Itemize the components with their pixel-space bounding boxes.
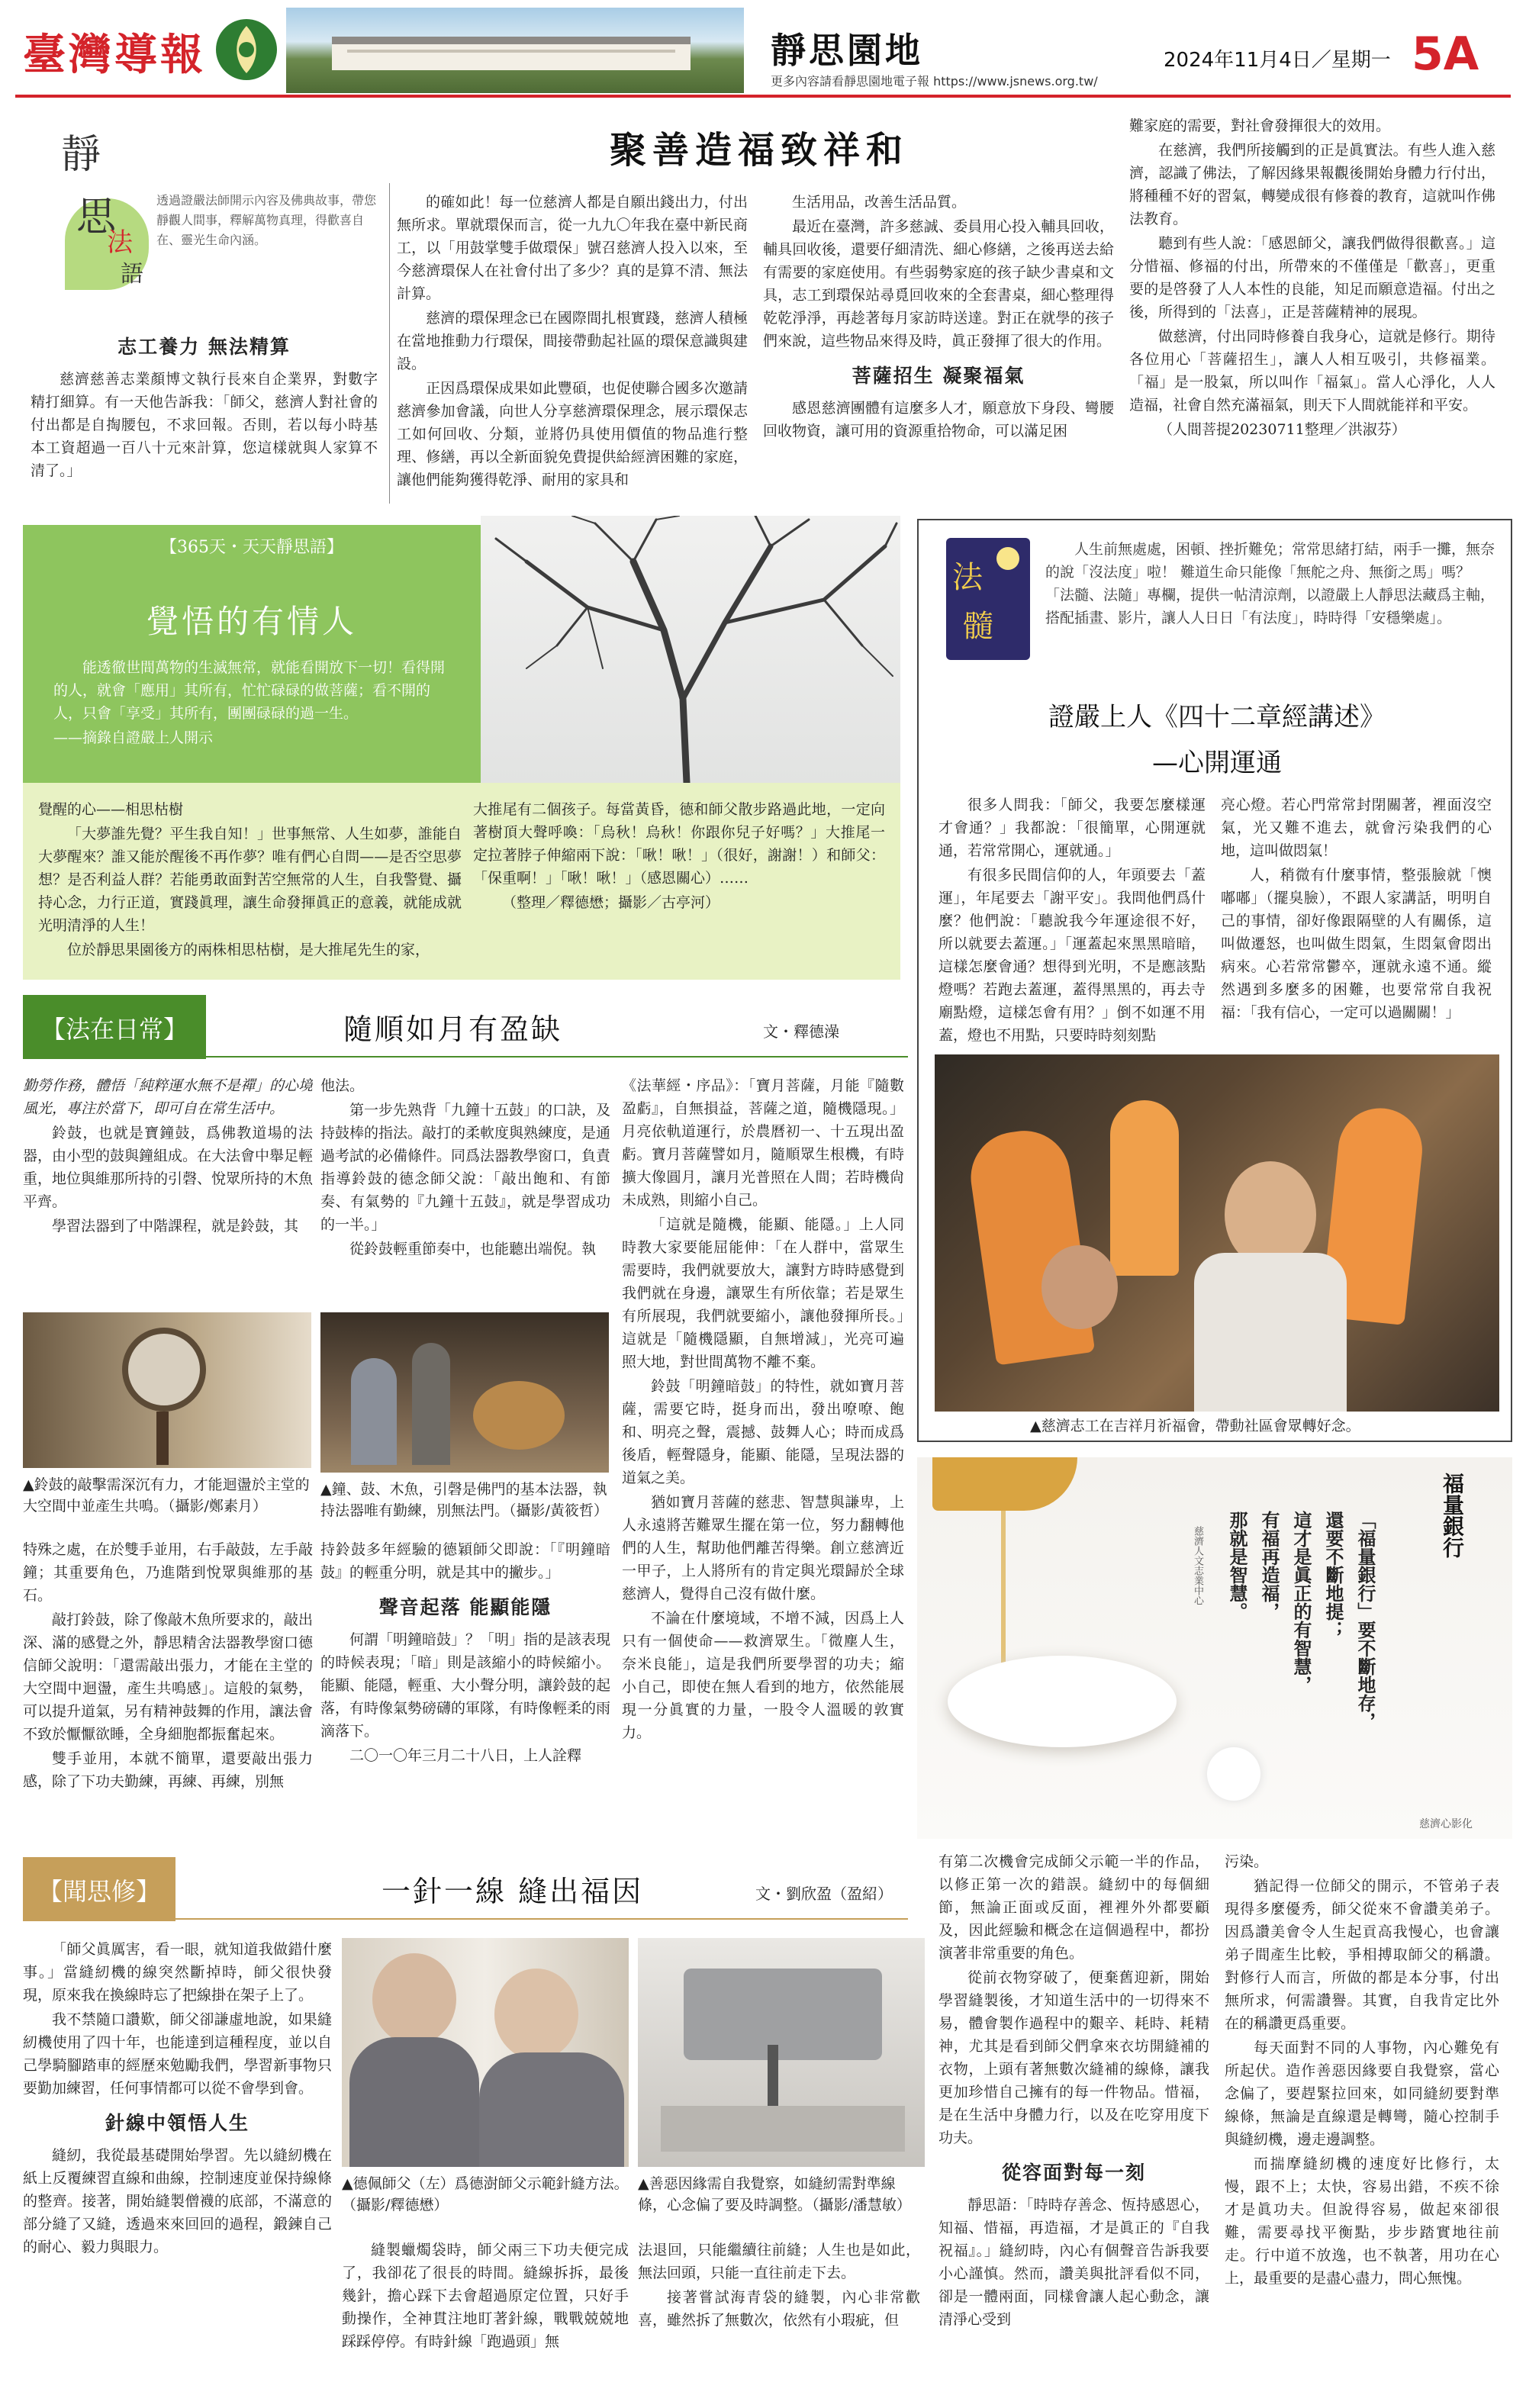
- paragraph: 縫紉，我從最基礎開始學習。先以縫紉機在紙上反覆練習直線和曲線，控制速度並保持線條的整齊。接著，開始縫製僧襪的底部，不滿意的部分縫了又縫，透過來來回回的過程，鍛鍊自己的耐心、毅力與眼力。: [23, 2147, 332, 2255]
- paragraph: 他法。: [320, 1077, 365, 1094]
- logo-char-si: 思: [76, 195, 117, 240]
- paragraph: 不論在什麼境域，不增不減，因爲上人只有一個使命——救濟眾生。「微塵人生，奈米良能」，這是我們所要學習的功夫；縮小自己，即使在無人看到的地方，依然能展現一分眞實的力量，一股令人溫暖的敦實力。: [622, 1610, 904, 1741]
- lead-paragraph: 勤勞作務，體悟「純粹運水無不是禪」的心境風光，專注於當下，即可自在常生活中。: [23, 1077, 313, 1117]
- logo-char-yu: 語: [121, 261, 143, 288]
- fazai-underline: [206, 1056, 908, 1058]
- fasui-logo: [946, 538, 1030, 660]
- wensi-col-1: [23, 1938, 332, 2396]
- paragraph: 亮心燈。若心門常常封閉關著，裡面沒空氣，光又難不進去，就會污染我們的心地，這叫做悶氣！: [1221, 797, 1492, 859]
- dharma-col-1: [938, 794, 1206, 1045]
- paragraph: 從前衣物穿破了，便棄舊迎新，開始學習縫製後，才知道生活中的一切得來不易，體會製作過程中的艱辛、耗時、耗精神，尤其是看到師父們拿來衣坊開縫補的衣物，上頭有著無數次縫補的線條，讓我更加珍惜自己擁有的每一件物品。惜福，是在生活中身體力行，以及在吃穿用度下功夫。: [938, 1969, 1209, 2146]
- paragraph: 持鈴鼓多年經驗的德穎師父即說：「『明鐘暗鼓』的輕重分明，就是其中的撇步。」: [320, 1541, 610, 1581]
- fazai-header: [23, 992, 908, 1062]
- moon-icon: [996, 547, 1019, 570]
- jingsi-col-1: [31, 328, 378, 511]
- daily-title: 覺悟的有情人: [146, 603, 357, 640]
- wensi-col-2: [342, 2239, 629, 2399]
- paragraph: 特殊之處，在於雙手並用，右手敲鼓，左手敲鐘；其重要角色，乃進階到悅眾與維那的基石。: [23, 1541, 313, 1604]
- paragraph: 何謂「明鐘暗鼓」？「明」指的是該表現的時候表現；「暗」則是該縮小的時候縮小。能顯、能隱，輕重、大小聲分明，讓鈴鼓的起落，有時像氣勢磅礴的軍隊，有時像輕柔的雨滴落下。: [320, 1631, 610, 1740]
- paragraph: 而揣摩縫紉機的速度好比修行，太慢，跟不上；太快，容易出錯，不疾不徐才是眞功夫。但說得容易，做起來卻很難，需要尋找平衡點，步步踏實地往前走。行中道不放逸，也不執著，用功在心上，最重要的是盡心盡力，問心無愧。: [1225, 2155, 1499, 2287]
- paragraph: 大推尾有二個孩子。每當黃昏，德和師父散步路過此地，一定向著樹頂大聲呼喚：「烏秋！烏秋！你跟你兒子好嗎？」大推尾一定拉著脖子伸縮兩下說：「啾！啾！」（很好，謝謝！）和師父：「保重啊！」「啾！啾！」（感恩關心）……: [473, 801, 885, 887]
- paragraph: 正因爲環保成果如此豐碩，也促使聯合國多次邀請慈濟參加會議，向世人分享慈濟環保理念，展示環保志工如何回收、分類，並將仍具使用價值的物品進行整理、修繕，再以全新面貌免費提供給經濟困難的家庭，讓他們能夠獲得乾淨、耐用的家具和: [397, 380, 748, 488]
- wensi-tag-label: 【聞思修】: [37, 1877, 160, 1906]
- fazai-col-3: [622, 1074, 904, 1839]
- sewing-machine-caption: ▲善惡因緣需自我覺察，如縫紉需對準線條，心念偏了要及時調整。（攝影/潘慧敏）: [638, 2175, 911, 2213]
- fuliang-background: [917, 1457, 1512, 1839]
- bell-drum-caption: ▲鈴鼓的敲擊需深沉有力，才能迴盪於主堂的大空間中並產生共鳴。（攝影/鄭素月）: [23, 1476, 310, 1515]
- paragraph: 有第二次機會完成師父示範一半的作品，以修正第一次的錯誤。縫紉中的每個細節，無論正面或反面，裡裡外外都要顧及，因此經驗和概念在這個過程中，都扮演著非常重要的角色。: [938, 1853, 1209, 1962]
- instruments-photo: [320, 1312, 609, 1473]
- fazai-col-2: [320, 1074, 610, 1303]
- jingsi-logo: [31, 114, 153, 298]
- wensi-col-5: [1225, 1850, 1499, 2400]
- fuliang-poem: [1221, 1511, 1381, 1763]
- story-heading: 覺醒的心——相思枯樹: [38, 801, 184, 818]
- more-info: 更多內容請看靜思園地電子報 https://www.jsnews.org.tw/: [771, 74, 1098, 89]
- logo-char-sui: 髓: [963, 609, 993, 644]
- paragraph: 在慈濟，我們所接觸到的正是眞實法。有些人進入慈濟，認識了佛法，了解因緣果報觀後開始身體力行付出，將種種不好的習氣，轉變成很有修養的教育，這就叫作佛法教育。: [1129, 142, 1495, 227]
- poem-line: 「福量銀行」要不斷地存，: [1354, 1511, 1376, 1730]
- poem-line: 那就是智慧。: [1226, 1511, 1248, 1621]
- paragraph: 有很多民間信仰的人，年頭要去「蓋運」，年尾要去「謝平安」。我問他們爲什麼？他們說：「聽說我今年運途很不好，所以就要去蓋運。」「運蓋起來黑黑暗暗，這樣怎麼會通？想得到光明，不是應該點燈嗎？若跑去蓋運，蓋得黑黑的，再去寺廟點燈，這樣怎會有用？」倒不如運不用蓋，燈也不用點，只要時時刻刻點: [938, 867, 1206, 1044]
- page-number: 5A: [1412, 27, 1479, 81]
- subhead-volunteer: 志工養力 無法精算: [118, 336, 291, 358]
- paragraph: 接著嘗試海青袋的縫製，內心非常歡喜，雖然拆了無數次，依然有小瑕疵，但: [638, 2289, 920, 2329]
- paragraph: 慈濟慈善志業顏博文執行長來自企業界，對數字精打細算。有一天他告訴我：「師父，慈濟人對社會的付出都是自掏腰包，不求回報。否則，若以每小時基本工資超過一百八十元來計算，您這樣就與人家算不清了。」: [31, 371, 378, 479]
- paragraph: 感恩慈濟團體有這麼多人才，願意放下身段、彎腰回收物資，讓可用的資源重拾物命，可以滿足困: [763, 400, 1114, 439]
- paragraph: 每天面對不同的人事物，內心難免有所起伏。造作善惡因緣要自我覺察，當心念偏了，要趕緊拉回來，如同縫紉要對準線條，無論是直線還是轉彎，隨心控制手與縫紉機，邊走邊調整。: [1225, 2039, 1499, 2148]
- fazai-title: 隨順如月有盈缺: [343, 1012, 563, 1046]
- wensi-col-3: [638, 2239, 920, 2399]
- jingsi-headline: 聚善造福致祥和: [609, 129, 909, 172]
- dharma-col-2: [1221, 794, 1492, 1045]
- column-rule: [389, 183, 390, 504]
- wensi-header: [23, 1854, 908, 1924]
- instruments-caption: ▲鐘、鼓、木魚，引磬是佛門的基本法器，執持法器唯有勤練，別無法門。（攝影/黃筱哲）: [320, 1481, 608, 1519]
- paragraph: 慈濟的環保理念已在國際間扎根實踐，慈濟人積極在當地推動力行環保，間接帶動起社區的環保意識與建設。: [397, 310, 748, 372]
- subhead-recruit: 菩薩招生 凝聚福氣: [852, 365, 1025, 387]
- paragraph: 生活用品，改善生活品質。: [792, 194, 967, 211]
- daily-banner: 【365天・天天靜思語】: [160, 538, 343, 557]
- blessing-photo-caption: ▲慈濟志工在吉祥月祈福會，帶動社區會眾轉好念。: [1030, 1418, 1360, 1434]
- credit: （整理／釋德懋；攝影／古亭河）: [502, 894, 720, 911]
- logo-char-fa: 法: [107, 227, 133, 258]
- paragraph: 二〇一〇年三月二十八日，上人詮釋: [349, 1747, 582, 1764]
- sewing-machine-photo: [638, 1938, 925, 2167]
- paragraph: 最近在臺灣，許多慈誠、委員用心投入輔具回收，輔具回收後，還要仔細清洗、細心修繕，之後再送去給有需要的家庭使用。有些弱勢家庭的孩子缺少書桌和文具，志工到環保站尋覓回收來的全套書桌，細心整理得乾乾淨淨，再趁著每月家訪時送達。對正在就學的孩子們來說，這些物品來得及時，眞正發揮了很大的作用。: [763, 218, 1114, 349]
- paragraph: 「師父眞厲害，看一眼，就知道我做錯什麼事。」當縫紉機的線突然斷掉時，師父很快發現，原來我在換線時忘了把線掛在架子上了。: [23, 1941, 332, 2004]
- paragraph: 「大夢誰先覺？平生我自知！」世事無常、人生如夢，誰能自大夢醒來？誰又能於醒後不再作夢？唯有們心自問——是否空思夢想？是否利益人群？若能勇敢面對苦空無常的人生，自我警覺、攝持心念，力行正道，實踐眞理，讓生命發揮眞正的意義，就能成就光明清淨的人生！: [38, 826, 462, 934]
- jingsi-col-4: [1129, 114, 1495, 511]
- sewing-nuns-photo: [342, 1938, 629, 2167]
- paragraph: 做慈濟，付出同時修養自我身心，這就是修行。期待各位用心「菩薩招生」，讓人人相互吸引，共修福業。「福」是一股氣，所以叫作「福氣」。當人心淨化，人人造福，社會自然充滿福氣，則天下人間就能祥和平安。: [1129, 328, 1495, 414]
- paragraph: 第一步先熟背「九鐘十五鼓」的口訣，及持鼓棒的指法。敲打的柔軟度與熟練度，是通過考試的必備條件。同爲法器教學窗口，負責指導鈴鼓的德念師父說：「敲出飽和、有節奏、有氣勢的『九鐘十五鼓』，就是學習成功的一半。」: [320, 1102, 610, 1233]
- paragraph: 從鈴鼓輕重節奏中，也能聽出端倪。執: [349, 1241, 597, 1257]
- fazai-tag-label: 【法在日常】: [40, 1015, 188, 1044]
- daily-quote: 能透徹世間萬物的生滅無常，就能看開放下一切！看得開的人，就會「應用」其所有，忙忙碌碌的做菩薩；看不開的人，只會「享受」其所有，團團碌碌的過一生。: [53, 659, 446, 722]
- paragraph: 的確如此！每一位慈濟人都是自願出錢出力，付出無所求。單就環保而言，從一九九〇年我在臺中新民商工，以「用鼓掌雙手做環保」號召慈濟人投入以來，至今慈濟環保人在社會付出了多少？真的是算不清、無法計算。: [397, 194, 748, 302]
- dharma-verse: 人生前無處處，困頓、挫折難免；常常思緒打結，兩手一攤，無奈的說「沒法度」啦！ 難道生命只能像「無舵之舟、無銜之馬」嗎？「法髓、法隨」專欄，提供一帖清涼劑，以證嚴上人靜思法藏爲主軸，搭配插畫、影片，讓人人日日「有法度」，時時得「安穩樂處」。: [1045, 541, 1495, 626]
- masthead-rule: [15, 95, 1511, 98]
- subhead-sound: 聲音起落 能顯能隱: [378, 1596, 552, 1618]
- dharma-title-2: —心開運通: [1152, 748, 1282, 778]
- fazai-col-1: [23, 1074, 313, 1303]
- logo-char-fa: 法: [952, 560, 983, 595]
- poem-line: 有福再造福，: [1258, 1511, 1280, 1621]
- fuliang-source: 慈濟人文志業中心: [1192, 1526, 1203, 1605]
- subhead-sewing: 針線中領悟人生: [105, 2112, 250, 2134]
- teapot-spout: [932, 1457, 1077, 1511]
- fuliang-title: 福量銀行: [1440, 1473, 1465, 1558]
- paragraph: 縫製蠟燭袋時，師父兩三下功夫便完成了，我卻花了很長的時間。縫線拆拆，最後幾針，擔心踩下去會超過原定位置，只好手動操作，全神貫注地盯著針線，戰戰兢兢地踩踩停停。有時針線「跑過頭」無: [342, 2242, 629, 2350]
- paragraph: 聽到有些人說：「感恩師父，讓我們做得很歡喜。」這分惜福、修福的付出，所帶來的不僅僅是「歡喜」，更重要的是啓發了人人本性的良能，知足而願意造福。付出之後，所得到的「法喜」，正是菩薩精神的展現。: [1129, 235, 1495, 320]
- paper-name: 臺灣導報: [23, 30, 206, 80]
- paragraph: 污染。: [1225, 1853, 1269, 1870]
- tzu-chi-logo: [214, 17, 279, 82]
- daily-story-col-1: [38, 798, 462, 974]
- fazai-col-1b: [23, 1538, 313, 1843]
- paragraph: 猶記得一位師父的開示，不管弟子表現得多麼優秀，師父從來不會讚美弟子。因爲讚美會令人生起貢高我慢心，也會讓弟子間產生比較，爭相搏取師父的稱讚。對修行人而言，所做的都是本分事，付出無所求，何需讚譽。其實，自我肯定比外在的稱讚更爲重要。: [1225, 1878, 1499, 2032]
- paragraph: 鈴鼓「明鐘暗鼓」的特性，就如寶月菩薩，需要它時，挺身而出，發出嘹嘹、飽和、明亮之聲，震撼、鼓舞人心；時而成爲後盾，輕聲隱身，能顯、能隱，呈現法器的道氣之美。: [622, 1378, 904, 1486]
- jingsi-col-2: [397, 191, 748, 511]
- poem-line: 這才是眞正的有智慧，: [1290, 1511, 1312, 1694]
- paragraph: 猶如寶月菩薩的慈悲、智慧與謙卑，上人永遠將苦難眾生擺在第一位，努力翻轉他們的人生，幫助他們離苦得樂。創立慈濟近一甲子，上人將所有的肯定與光環歸於全球慈濟人，覺得自己沒有做什麼。: [622, 1494, 904, 1602]
- paragraph: 「這就是隨機，能顯、能隱。」上人同時教大家要能屈能伸：「在人群中，當眾生需要時，我們就要放大，讓對方時時感覺到我們就在身邊，讓眾生有所依靠；若是眾生有所展現，我們就要縮小，讓他發揮所長。」這就是「隨機隱顯，自無增減」，光亮可遍照大地，對世間萬物不離不棄。: [622, 1216, 904, 1370]
- logo-char-jing: 靜: [61, 132, 101, 178]
- jingsi-col-3: [763, 191, 1114, 511]
- paragraph: 人，稍微有什麼事情，整張臉就「懊嘟嘟」（擺臭臉），不跟人家講話，明明自己的事情，卻好像跟隔壁的人有關係，這叫做遷怒，也叫做生悶氣，生悶氣會悶出病來。心若常常鬱卒，運就永遠不通。縱然遇到多麼多的困難，也要常常自我祝福：「我有信心，一定可以過關關！」: [1221, 867, 1492, 1021]
- issue-date: 2024年11月4日／星期一: [1164, 49, 1391, 72]
- sewing-nuns-caption: ▲德佩師父（左）爲德澍師父示範針縫方法。（攝影/釋德懋）: [342, 2175, 629, 2213]
- bell-drum-photo: [23, 1312, 311, 1468]
- paragraph: 很多人問我：「師父，我要怎麼樣運才會通？」我都說：「很簡單，心開運就通，若常常開心，運就通。」: [938, 797, 1206, 859]
- wensi-col-4: [938, 1850, 1209, 2400]
- paragraph: 位於靜思果園後方的兩株相思枯樹，是大推尾先生的家，: [67, 942, 430, 958]
- poem-line: 還要不斷地提；: [1322, 1511, 1344, 1639]
- daily-story-col-2: [473, 798, 885, 974]
- paragraph: 學習法器到了中階課程，就是鈴鼓，其: [52, 1218, 299, 1235]
- jingsi-intro: 透過證嚴法師開示內容及佛典故事，帶您靜觀人間事，釋解萬物真理，得歡喜自在、靈光生命內涵。: [156, 193, 377, 247]
- tea-stream: [1001, 1511, 1006, 1663]
- wensi-author: 文・劉欣盈（盈紹）: [755, 1885, 893, 1903]
- subhead-calm: 從容面對每一刻: [1001, 2162, 1146, 2184]
- blessing-event-photo: [935, 1054, 1499, 1412]
- tea-cup: [948, 1656, 1177, 1747]
- paragraph: 我不禁隨口讚歎，師父卻謙虛地說，如果縫紉機使用了四十年，也能達到這種程度，並以自己學騎腳踏車的經歷來勉勵我們，學習新事物只要勤加練習，任何事情都可以從不會學到會。: [23, 2011, 332, 2097]
- masthead: [0, 0, 1526, 101]
- paragraph: 靜思語：「時時存善念、恆持感恩心，知福、惜福，再造福，才是眞正的『自我祝福』。」縫紉時，內心有個聲音告訴我要小心謹慎。然而，讚美與批評看似不同，卻是一體兩面，同樣會讓人起心動念，讓清淨心受到: [938, 2197, 1209, 2328]
- fazai-col-2b: [320, 1538, 610, 1843]
- paragraph: 法退回，只能繼續往前縫；人生也是如此，無法回頭，只能一直往前走下去。: [638, 2242, 920, 2281]
- fuliang-signature: 慈濟心影化: [1419, 1818, 1473, 1830]
- tree-photo: [481, 516, 900, 783]
- paragraph: 雙手並用，本就不簡單，還要敲出張力感，除了下功夫勤練，再練、再練，別無: [23, 1750, 313, 1790]
- paragraph: 難家庭的需要，對社會發揮很大的效用。: [1129, 118, 1391, 134]
- paragraph: 敲打鈴鼓，除了像敲木魚所要求的，敲出深、滿的感覺之外，靜思精舍法器教學窗口德信師父說明：「還需敲出張力，才能在主堂的大空間中迴盪，產生共鳴感」。這般的氣勢，可以提升道氣，另有精神鼓舞的作用，讓法會不致於懨懨欲睡，全身細胞都振奮起來。: [23, 1611, 313, 1743]
- paragraph: 《法華經・序品》：「寶月菩薩，月能『隨數盈虧』，自無損益，菩薩之道，隨機隱現。」月亮依軌道運行，於農曆初一、十五現出盈虧。寶月菩薩譬如月，隨順眾生根機，有時擴大像圓月，讓月光普照在人間；若時機尙未成熟，則縮小自己。: [622, 1077, 904, 1209]
- masthead-photo: [286, 8, 744, 93]
- section-title: 靜思園地: [771, 30, 923, 71]
- daily-quote-source: ——摘錄自證嚴上人開示: [53, 729, 214, 746]
- credit: （人間菩提20230711整理／洪淑芬）: [1158, 421, 1406, 438]
- paragraph: 鈴鼓，也就是寶鐘鼓，爲佛教道場的法器，由小型的鼓與鐘組成。在大法會中舉足輕重，地位與維那所持的引磬、悅眾所持的木魚平齊。: [23, 1125, 313, 1210]
- wensi-title: 一針一線 縫出福因: [382, 1875, 644, 1908]
- dharma-title-1: 證嚴上人《四十二章經講述》: [1048, 702, 1386, 732]
- fazai-author: 文・釋德澡: [763, 1022, 839, 1041]
- wensi-underline: [175, 1918, 908, 1920]
